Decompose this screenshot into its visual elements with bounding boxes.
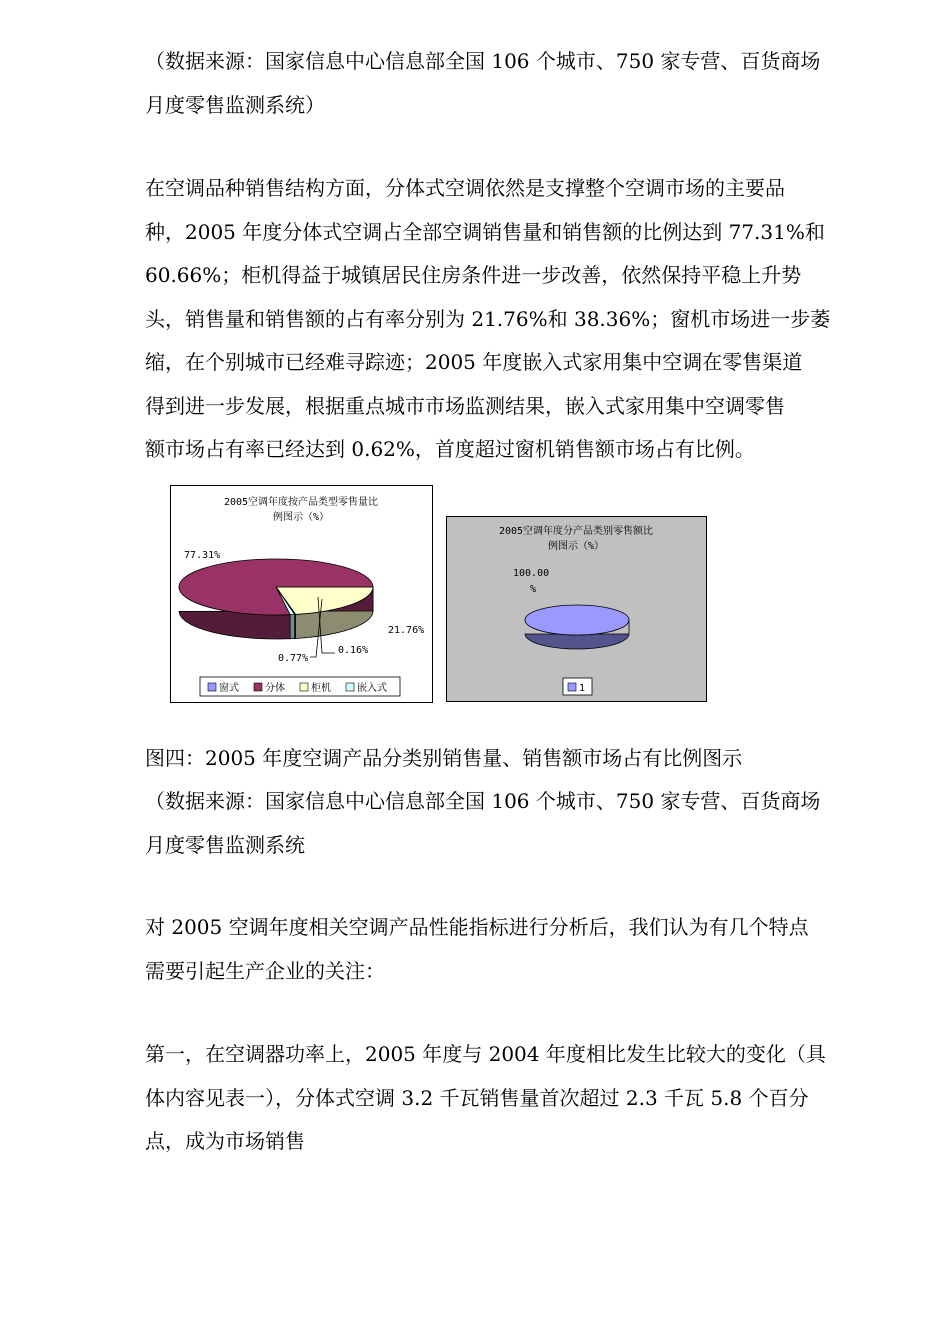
value-pie-chart: [446, 516, 707, 706]
first-point-paragraph: [145, 1033, 880, 1164]
text-line: （数据来源：国家信息中心信息部全国 106 个城市、750 家专营、百货商场: [145, 49, 821, 73]
value-pie-svg: [446, 516, 707, 702]
analysis-paragraph: [145, 906, 880, 993]
text-line: 头，销售量和销售额的占有率分别为 21.76%和 38.36%；窗机市场进一步萎: [145, 306, 831, 331]
data-label-window: 0.16%: [338, 645, 369, 656]
legend-swatch-1: [568, 683, 576, 691]
chart-title-line-2: 例图示（%）: [272, 512, 330, 523]
text-line: 对 2005 空调年度相关空调产品性能指标进行分析后，我们认为有几个特点: [145, 915, 809, 939]
legend-box: [563, 678, 592, 695]
pie-side-嵌入式: [290, 614, 295, 638]
text-line: 点，成为市场销售: [145, 1129, 305, 1153]
text-line: 缩，在个别城市已经难寻踪迹；2005 年度嵌入式家用集中空调在零售渠道: [145, 350, 803, 374]
data-label-embedded: 0.77%: [278, 653, 309, 664]
pie-slices: [525, 605, 629, 649]
caption-text: 图四：2005 年度空调产品分类别销售量、销售额市场占有比例图示: [145, 746, 743, 770]
pie-slice-1: [525, 605, 629, 635]
structure-paragraph: [145, 167, 880, 472]
legend-swatch-柜机: [300, 683, 308, 691]
data-label-cabinet: 21.76%: [388, 625, 425, 636]
legend-swatch-分体: [254, 683, 262, 691]
text-line: 额市场占有率已经达到 0.62%，首度超过窗机销售额市场占有比例。: [145, 437, 755, 461]
text-line: 在空调品种销售结构方面，分体式空调依然是支撑整个空调市场的主要品: [145, 176, 785, 200]
data-label-percent: %: [530, 584, 537, 595]
pie-slices: [179, 559, 373, 639]
text-line: 第一，在空调器功率上，2005 年度与 2004 年度相比发生比较大的变化（具: [145, 1042, 826, 1066]
volume-pie-svg: [170, 485, 433, 703]
text-line: 种，2005 年度分体式空调占全部空调销售量和销售额的比例达到 77.31%和: [145, 219, 825, 244]
chart-title-line-1: 2005空调年度按产品类型零售量比: [223, 497, 379, 508]
text-line: 体内容见表一），分体式空调 3.2 千瓦销售量首次超过 2.3 千瓦 5.8 个百分: [145, 1085, 809, 1110]
text-line: 月度零售监测系统）: [145, 92, 325, 117]
legend-label-1: 1: [579, 683, 586, 694]
legend-label-柜机: 柜机: [311, 683, 331, 694]
source-note-2: [145, 780, 880, 867]
text-line: 得到进一步发展，根据重点城市市场监测结果，嵌入式家用集中空调零售: [145, 393, 785, 418]
legend-swatch-窗式: [208, 683, 216, 691]
chart-title-line-2: 例图示（%）: [547, 541, 605, 552]
data-label-value: 100.00: [513, 568, 550, 579]
figure-caption: [145, 737, 880, 781]
legend-label-嵌入式: 嵌入式: [357, 683, 387, 694]
legend-label-分体: 分体: [265, 683, 285, 694]
volume-pie-chart: [170, 485, 433, 707]
text-line: 需要引起生产企业的关注：: [145, 958, 385, 983]
text-line: 月度零售监测系统: [145, 832, 305, 857]
chart-title-line-1: 2005空调年度分产品类别零售额比: [498, 526, 654, 537]
data-label-split: 77.31%: [184, 550, 221, 561]
text-line: （数据来源：国家信息中心信息部全国 106 个城市、750 家专营、百货商场: [145, 789, 821, 813]
source-note-1: [145, 40, 880, 127]
legend-label-窗式: 窗式: [219, 683, 239, 694]
legend-swatch-嵌入式: [346, 683, 354, 691]
text-line: 60.66%；柜机得益于城镇居民住房条件进一步改善，依然保持平稳上升势: [145, 263, 802, 287]
